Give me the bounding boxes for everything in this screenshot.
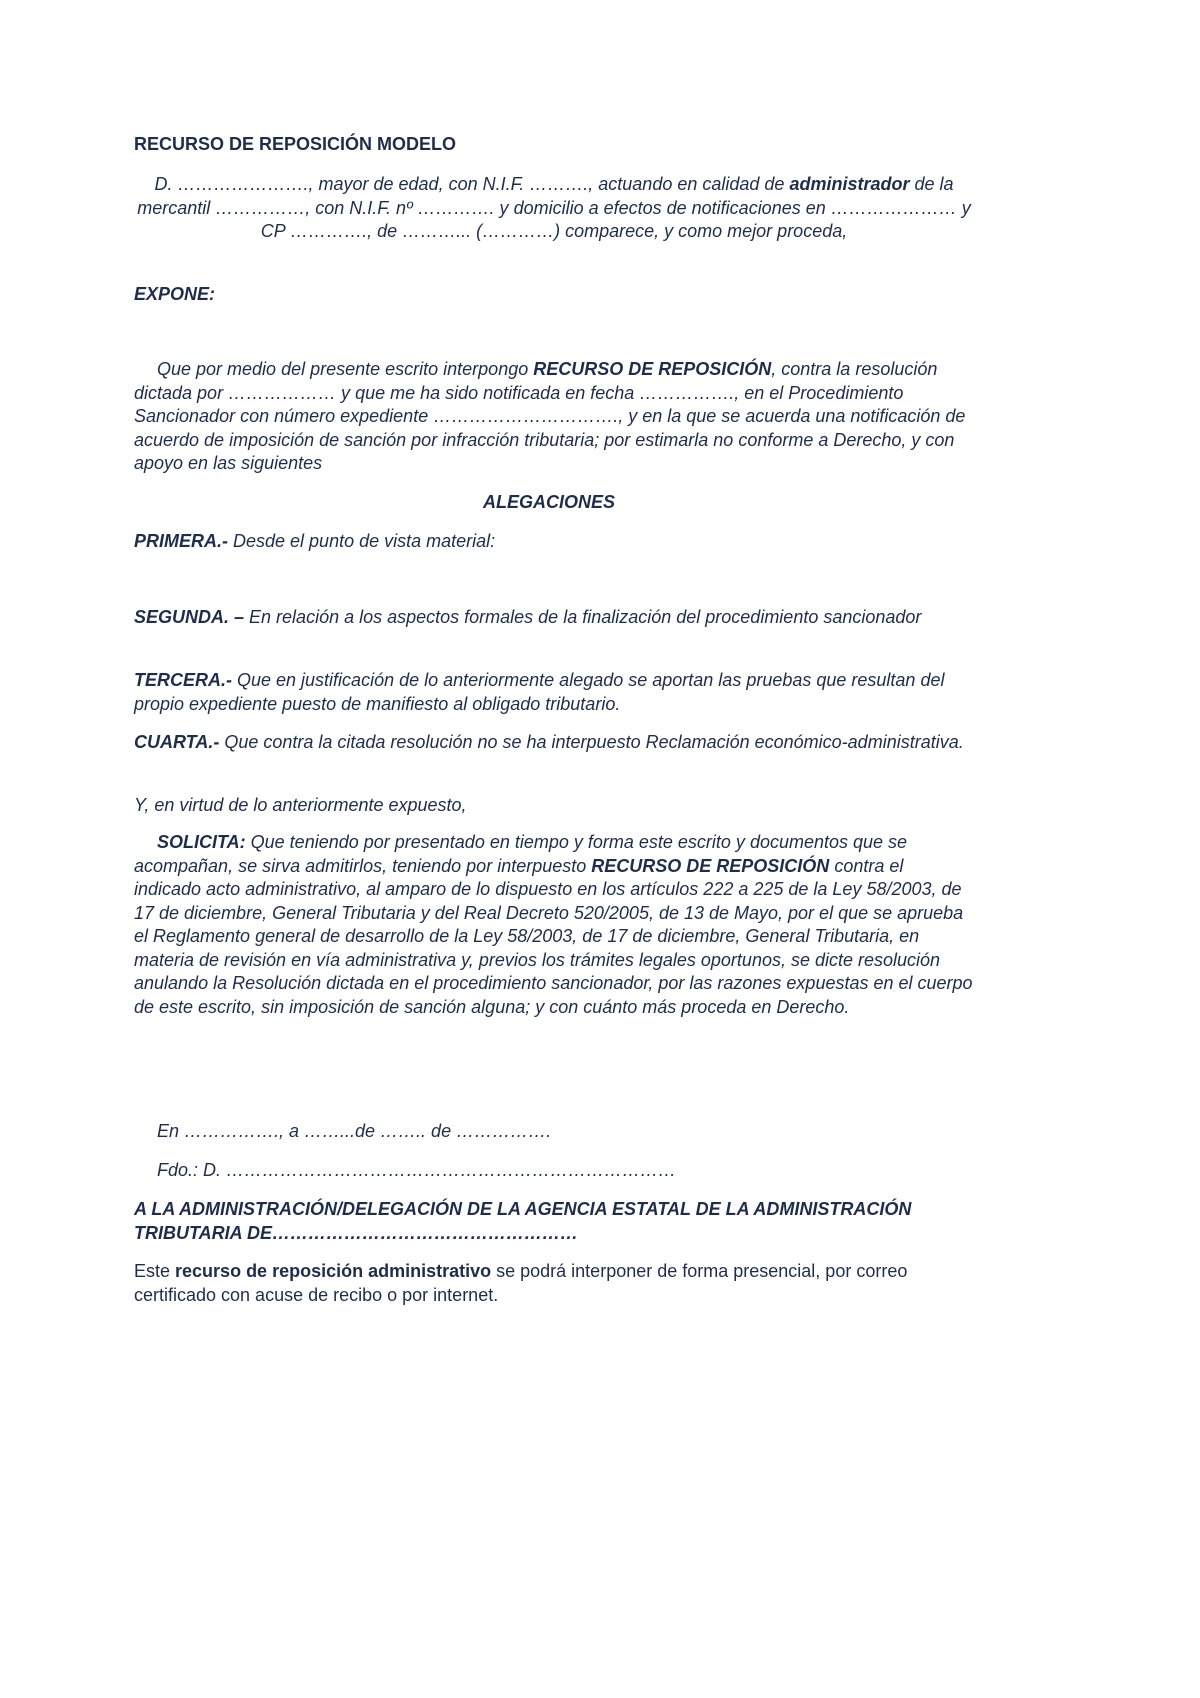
place-date-line: En ……………., a ……...de …….. de ……………. [157,1121,552,1141]
alegacion-tercera: TERCERA.- Que en justificación de lo anteriormente alegado se aportan las pruebas que resultan del propio expediente puesto de manifiesto al obligado tributario. [134,670,945,714]
expone-paragraph: Que por medio del presente escrito interpongo RECURSO DE REPOSICIÓN, contra la resolución dictada por ……………… y que me ha sido notificada en fecha ……………., en el Procedimiento Sancionador con número expediente …………………………., y en la que se acuerda una notificación de acuerdo de imposición de sanción por infracción tributaria; por estimarla no conforme a Derecho, y con apoyo en las siguientes [134,359,966,473]
solicita-paragraph: SOLICITA: Que teniendo por presentado en tiempo y forma este escrito y documentos que se acompañan, se sirva admitirlos, teniendo por interpuesto RECURSO DE REPOSICIÓN contra el indicado acto administrativo, al amparo de lo dispuesto en los artículos 222 a 225 de la Ley 58/2003, de 17 de diciembre, General Tributaria y del Real Decreto 520/2005, de 13 de Mayo, por el que se aprueba el Reglamento general de desarrollo de la Ley 58/2003, de 17 de diciembre, General Tributaria, en materia de revisión en vía administrativa y, previos los trámites legales oportunos, se dicte resolución anulando la Resolución dictada en el procedimiento sancionador, por las razones expuestas en el cuerpo de este escrito, sin imposición de sanción alguna; y con cuánto más proceda en Derecho. [134,832,973,1017]
footer-note: Este recurso de reposición administrativo se podrá interponer de forma presencial, por correo certificado con acuse de recibo o por internet. [134,1261,908,1305]
virtud-line: Y, en virtud de lo anteriormente expuesto, [134,795,467,815]
alegacion-primera: PRIMERA.- Desde el punto de vista material: [134,531,496,551]
intro-paragraph: D. …………………., mayor de edad, con N.I.F. ………., actuando en calidad de administrador de la mercantil ……………, con N.I.F. nº …………. y domicilio a efectos de notificaciones en ………………… y CP …………., de ………... (…………) comparece, y como mejor proceda, [137,174,971,241]
document-title: RECURSO DE REPOSICIÓN MODELO [134,134,457,154]
alegaciones-heading: ALEGACIONES [482,492,615,512]
signature-line: Fdo.: D. ………………………………………………………………… [157,1160,677,1180]
alegacion-cuarta: CUARTA.- Que contra la citada resolución no se ha interpuesto Reclamación económico-administrativa. [134,732,964,752]
alegacion-segunda: SEGUNDA. – En relación a los aspectos formales de la finalización del procedimiento sancionador [134,607,922,627]
recipient-heading: A LA ADMINISTRACIÓN/DELEGACIÓN DE LA AGENCIA ESTATAL DE LA ADMINISTRACIÓN TRIBUTARIA DE…………………………………………… [134,1199,912,1243]
expone-heading: EXPONE: [134,284,216,304]
